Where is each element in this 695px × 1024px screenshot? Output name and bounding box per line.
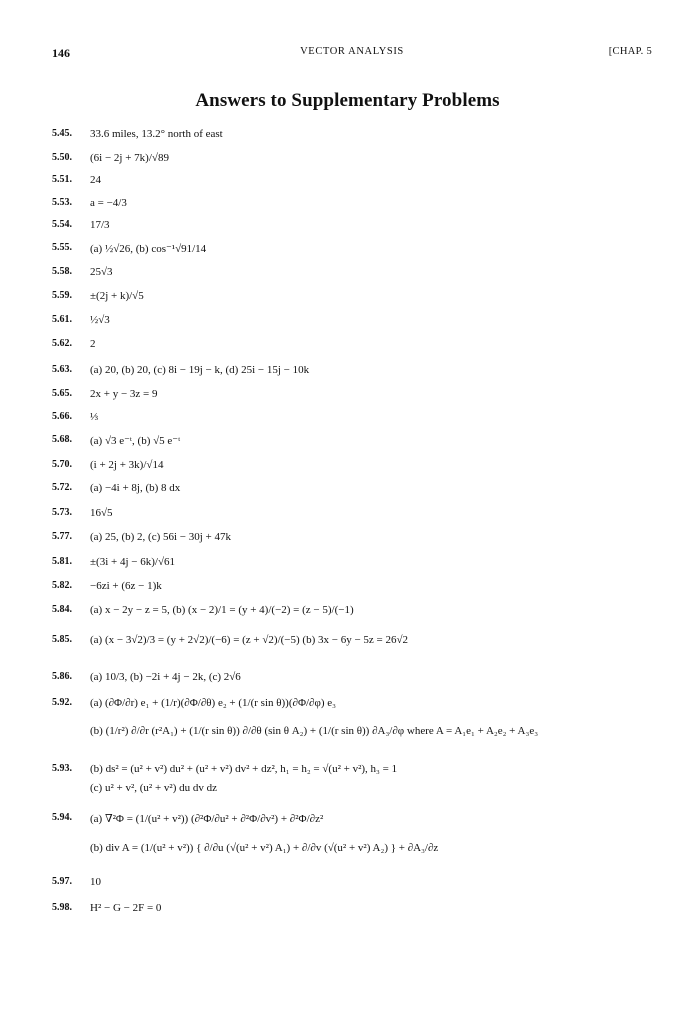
answer-text: (a) −4i + 8j, (b) 8 dx — [90, 482, 181, 494]
answer-text: (a) 25, (b) 2, (c) 56i − 30j + 47k — [90, 531, 232, 543]
answer-text: −6zi + (6z − 1)k — [90, 580, 162, 592]
answer-text: (b) div A = (1/(u² + v²)) { ∂/∂u (√(u² + v²) A₁) + ∂/∂v (√(u² + v²) A₂) } + ∂A₃/∂z — [90, 842, 439, 854]
problem-number: 5.72. — [52, 482, 72, 493]
answer-text: 33.6 miles, 13.2° north of east — [90, 128, 223, 140]
answer-text: (a) (∂Φ/∂r) e₁ + (1/r)(∂Φ/∂θ) e₂ + (1/(r sin θ))(∂Φ/∂φ) e₃ — [90, 697, 336, 709]
problem-number: 5.70. — [52, 459, 72, 470]
answer-text: (6i − 2j + 7k)/√89 — [90, 152, 169, 164]
problem-number: 5.94. — [52, 812, 72, 823]
problem-number: 5.61. — [52, 314, 72, 325]
answer-text: ±(2j + k)/√5 — [90, 290, 144, 302]
answer-text: (a) (x − 3√2)/3 = (y + 2√2)/(−6) = (z + √2)/(−5) (b) 3x − 6y − 5z = 26√2 — [90, 634, 409, 646]
answer-text: ½√3 — [90, 314, 110, 326]
answer-text: (i + 2j + 3k)/√14 — [90, 459, 164, 471]
problem-number: 5.66. — [52, 411, 72, 422]
answer-text: (a) √3 e⁻ᵗ, (b) √5 e⁻ᵗ — [90, 435, 181, 447]
problem-number: 5.86. — [52, 671, 72, 682]
answer-text: (a) 10/3, (b) −2i + 4j − 2k, (c) 2√6 — [90, 671, 241, 683]
answer-text: (b) (1/r²) ∂/∂r (r²A₁) + (1/(r sin θ)) ∂/∂θ (sin θ A₂) + (1/(r sin θ)) ∂A₃/∂φ where A = A₁e₁ + A₂e₂ + A₃e₃ — [90, 725, 539, 737]
answer-text: 17/3 — [90, 219, 110, 231]
answer-text: 24 — [90, 174, 101, 186]
answer-text: (c) u² + v², (u² + v²) du dv dz — [90, 782, 218, 794]
page-number: 146 — [52, 46, 70, 60]
problem-number: 5.98. — [52, 902, 72, 913]
answer-text: ⅓ — [90, 411, 99, 423]
chapter-label: [CHAP. 5 — [608, 46, 652, 57]
problem-number: 5.65. — [52, 388, 72, 399]
problem-number: 5.63. — [52, 364, 72, 375]
answer-text: (a) ½√26, (b) cos⁻¹√91/14 — [90, 243, 207, 255]
problem-number: 5.81. — [52, 556, 72, 567]
problem-number: 5.82. — [52, 580, 72, 591]
answer-text: (a) ∇²Φ = (1/(u² + v²)) (∂²Φ/∂u² + ∂²Φ/∂v²) + ∂²Φ/∂z² — [90, 813, 324, 825]
problem-number: 5.73. — [52, 507, 72, 518]
running-title: VECTOR ANALYSIS — [300, 46, 404, 57]
problem-number: 5.45. — [52, 128, 72, 139]
problem-number: 5.93. — [52, 763, 72, 774]
problem-number: 5.68. — [52, 434, 72, 445]
answer-text: 10 — [90, 876, 101, 888]
answer-text: 25√3 — [90, 266, 113, 278]
problem-number: 5.85. — [52, 634, 72, 645]
problem-number: 5.92. — [52, 697, 72, 708]
answer-text: (a) x − 2y − z = 5, (b) (x − 2)/1 = (y + 4)/(−2) = (z − 5)/(−1) — [90, 604, 354, 616]
problem-number: 5.50. — [52, 152, 72, 163]
problem-number: 5.54. — [52, 219, 72, 230]
answer-text: 16√5 — [90, 507, 113, 519]
answer-text: (b) ds² = (u² + v²) du² + (u² + v²) dv² + dz², h₁ = h₂ = √(u² + v²), h₃ = 1 — [90, 763, 398, 775]
problem-number: 5.59. — [52, 290, 72, 301]
problem-number: 5.97. — [52, 876, 72, 887]
section-title: Answers to Supplementary Problems — [195, 90, 500, 111]
answer-text: (a) 20, (b) 20, (c) 8i − 19j − k, (d) 25i − 15j − 10k — [90, 364, 310, 376]
problem-number: 5.77. — [52, 531, 72, 542]
problem-number: 5.62. — [52, 338, 72, 349]
answer-text: ±(3i + 4j − 6k)/√61 — [90, 556, 175, 568]
problem-number: 5.58. — [52, 266, 72, 277]
problem-number: 5.84. — [52, 604, 72, 615]
problem-number: 5.53. — [52, 197, 72, 208]
answer-text: a = −4/3 — [90, 197, 127, 209]
answer-text: 2x + y − 3z = 9 — [90, 388, 158, 400]
problem-number: 5.55. — [52, 242, 72, 253]
answer-text: 2 — [90, 338, 96, 350]
answer-text: H² − G − 2F = 0 — [90, 902, 162, 914]
problem-number: 5.51. — [52, 174, 72, 185]
